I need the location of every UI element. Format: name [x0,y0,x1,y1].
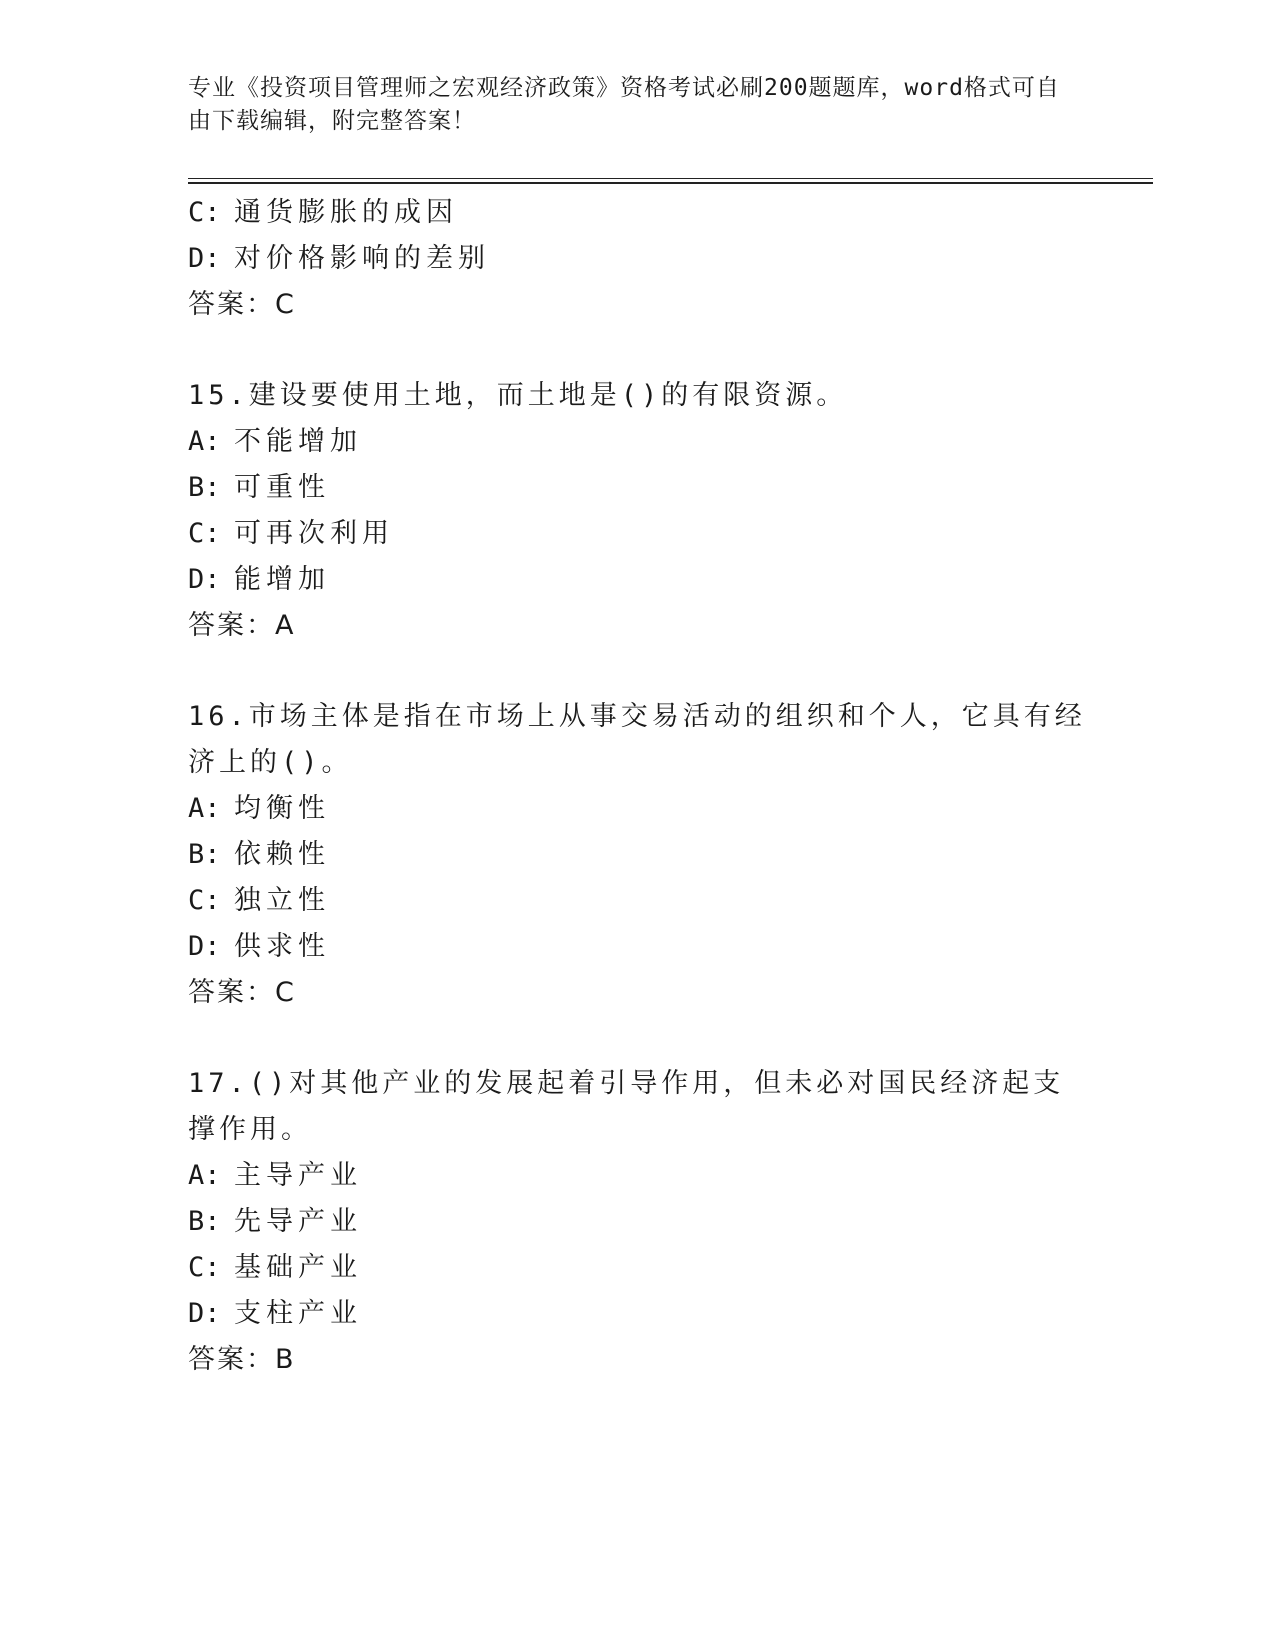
option-c [188,511,1088,557]
question-stem: 15.建设要使用土地，而土地是()的有限资源。 [188,380,848,411]
option-letter: D: [188,1298,221,1329]
option-d [188,924,1088,970]
option-letter: A: [188,793,221,824]
option-letter: D: [188,564,221,595]
option-text: 可重性 [234,472,330,503]
option-c [188,190,1088,236]
option-b [188,832,1088,878]
option-a [188,419,1088,465]
option-d [188,236,1088,282]
option-letter: B: [188,1206,221,1237]
question-stem: 17.()对其他产业的发展起着引导作用，但未必对国民经济起支撑作用。 [188,1068,1065,1145]
option-text: 供求性 [234,931,330,962]
option-c [188,878,1088,924]
question-15 [188,373,1088,649]
header-divider-thick [188,182,1153,184]
option-text: 对价格影响的差别 [234,243,490,274]
option-b [188,465,1088,511]
option-d [188,557,1088,603]
option-text: 先导产业 [234,1206,362,1237]
document-header: 专业《投资项目管理师之宏观经济政策》资格考试必刷200题题库，word格式可自由下载编辑，附完整答案！ [188,75,1060,134]
option-a [188,786,1088,832]
question-14-continued [188,190,1088,328]
option-text: 不能增加 [234,426,362,457]
option-letter: C: [188,1252,221,1283]
spacer [188,649,1088,694]
option-text: 可再次利用 [234,518,394,549]
answer-line: 答案：C [188,977,296,1008]
option-d [188,1291,1088,1337]
question-16 [188,694,1088,1016]
option-text: 支柱产业 [234,1298,362,1329]
option-a [188,1153,1088,1199]
question-stem: 16.市场主体是指在市场上从事交易活动的组织和个人，它具有经济上的()。 [188,701,1086,778]
option-text: 独立性 [234,885,330,916]
option-text: 通货膨胀的成因 [234,197,458,228]
option-letter: D: [188,931,221,962]
option-letter: A: [188,426,221,457]
spacer [188,1016,1088,1061]
answer-line: 答案：C [188,289,296,320]
header-divider-thin [188,178,1153,179]
option-letter: A: [188,1160,221,1191]
answer-line: 答案：B [188,1344,296,1375]
option-letter: B: [188,839,221,870]
option-c [188,1245,1088,1291]
option-letter: C: [188,518,221,549]
question-17 [188,1061,1088,1383]
spacer [188,328,1088,373]
option-letter: B: [188,472,221,503]
option-text: 依赖性 [234,839,330,870]
option-letter: C: [188,885,221,916]
option-letter: C: [188,197,221,228]
option-text: 主导产业 [234,1160,362,1191]
answer-line: 答案：A [188,610,296,641]
option-text: 基础产业 [234,1252,362,1283]
option-b [188,1199,1088,1245]
option-text: 能增加 [234,564,330,595]
option-letter: D: [188,243,221,274]
question-list [188,190,1088,1383]
option-text: 均衡性 [234,793,330,824]
